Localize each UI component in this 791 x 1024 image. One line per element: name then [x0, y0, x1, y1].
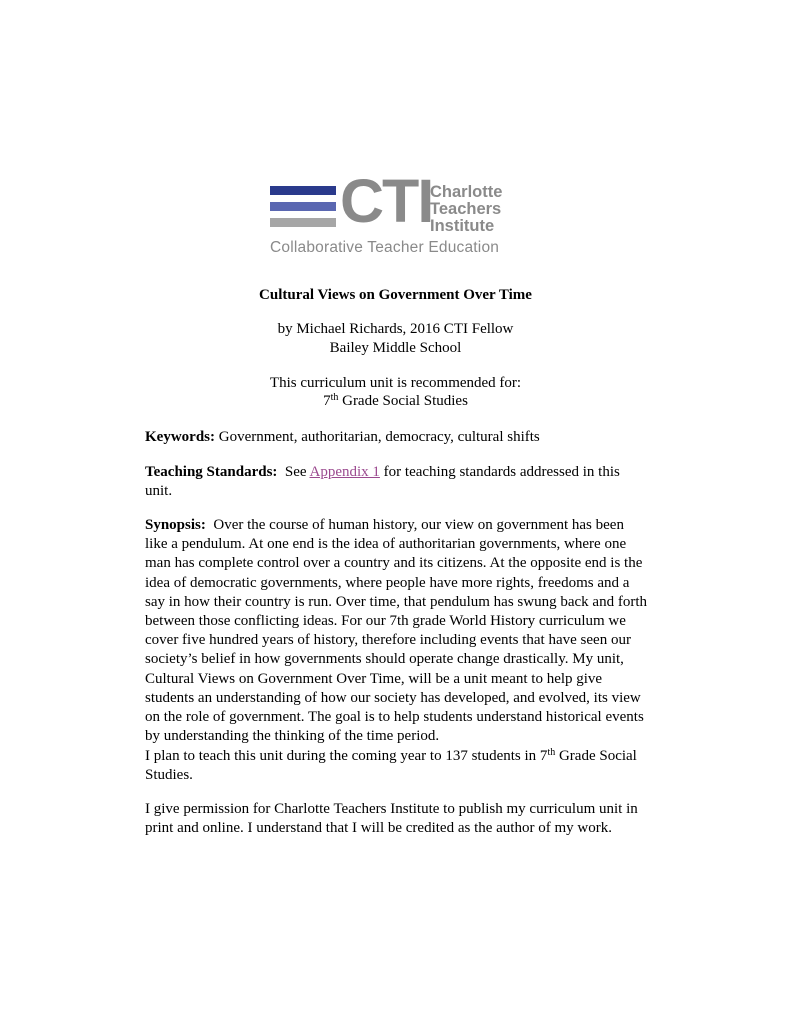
school-line: Bailey Middle School	[329, 340, 462, 356]
logo-tagline: Collaborative Teacher Education	[270, 239, 500, 256]
recommended-line: This curriculum unit is recommended for:	[269, 375, 522, 391]
standards-pre: See	[277, 464, 310, 480]
author-line: by Michael Richards, 2016 CTI Fellow	[277, 321, 514, 337]
grade-number: 7	[323, 393, 331, 409]
logo-mark: CTI	[340, 167, 433, 235]
synopsis-text: Over the course of human history, our view on government has been like a pendulum. At one end is the idea of authoritarian governments, where one man has complete control over a country and its citizens. At the opposite end is the idea of democratic governments, where people have more rights, freedoms and a say in how their country is run. Over time, that pendulum has swung back and forth between those conflicting ideas. For our 7th grade World History curriculum we cover five hundred years of history, therefore including events that have seen our society’s belief in how governments should operate change drastically. My unit, Cultural Views on Government Over Time, will be a unit meant to help give students an understanding of how our society has developed, and evolved, its view on the role of government. The goal is to help students understand historical events by understanding the thinking of the time period.	[145, 517, 651, 745]
grade-line	[0, 392, 791, 411]
grade-rest: Grade Social Studies	[338, 393, 468, 409]
logo-name-line-2: Teachers	[430, 200, 502, 218]
plan-text: I plan to teach this unit during the coming year to 137 students in 7	[145, 748, 548, 764]
logo-name-line-1: Charlotte	[430, 183, 503, 201]
document-title: Cultural Views on Government Over Time	[259, 287, 532, 303]
standards-label: Teaching Standards:	[145, 464, 278, 480]
keywords-text: Government, authoritarian, democracy, cultural shifts	[215, 429, 540, 445]
synopsis-label: Synopsis:	[145, 517, 206, 533]
plan-suffix: th	[547, 747, 556, 758]
keywords-paragraph	[145, 428, 650, 447]
appendix-link[interactable]: Appendix 1	[309, 464, 380, 480]
permission-paragraph: I give permission for Charlotte Teachers Institute to publish my curriculum unit in print and online. I understand that I will be credited as the author of my work.	[145, 801, 638, 837]
standards-post: for teaching standards addressed in this unit.	[145, 464, 620, 500]
synopsis-paragraph	[145, 516, 650, 746]
keywords-label: Keywords:	[145, 429, 215, 445]
grade-suffix: th	[330, 392, 339, 403]
plan-paragraph	[145, 747, 650, 785]
standards-paragraph	[145, 463, 650, 501]
cti-logo	[270, 167, 530, 262]
logo-name	[430, 184, 502, 235]
plan-post: Grade Social Studies.	[145, 748, 637, 784]
logo-name-line-3: Institute	[430, 217, 495, 235]
